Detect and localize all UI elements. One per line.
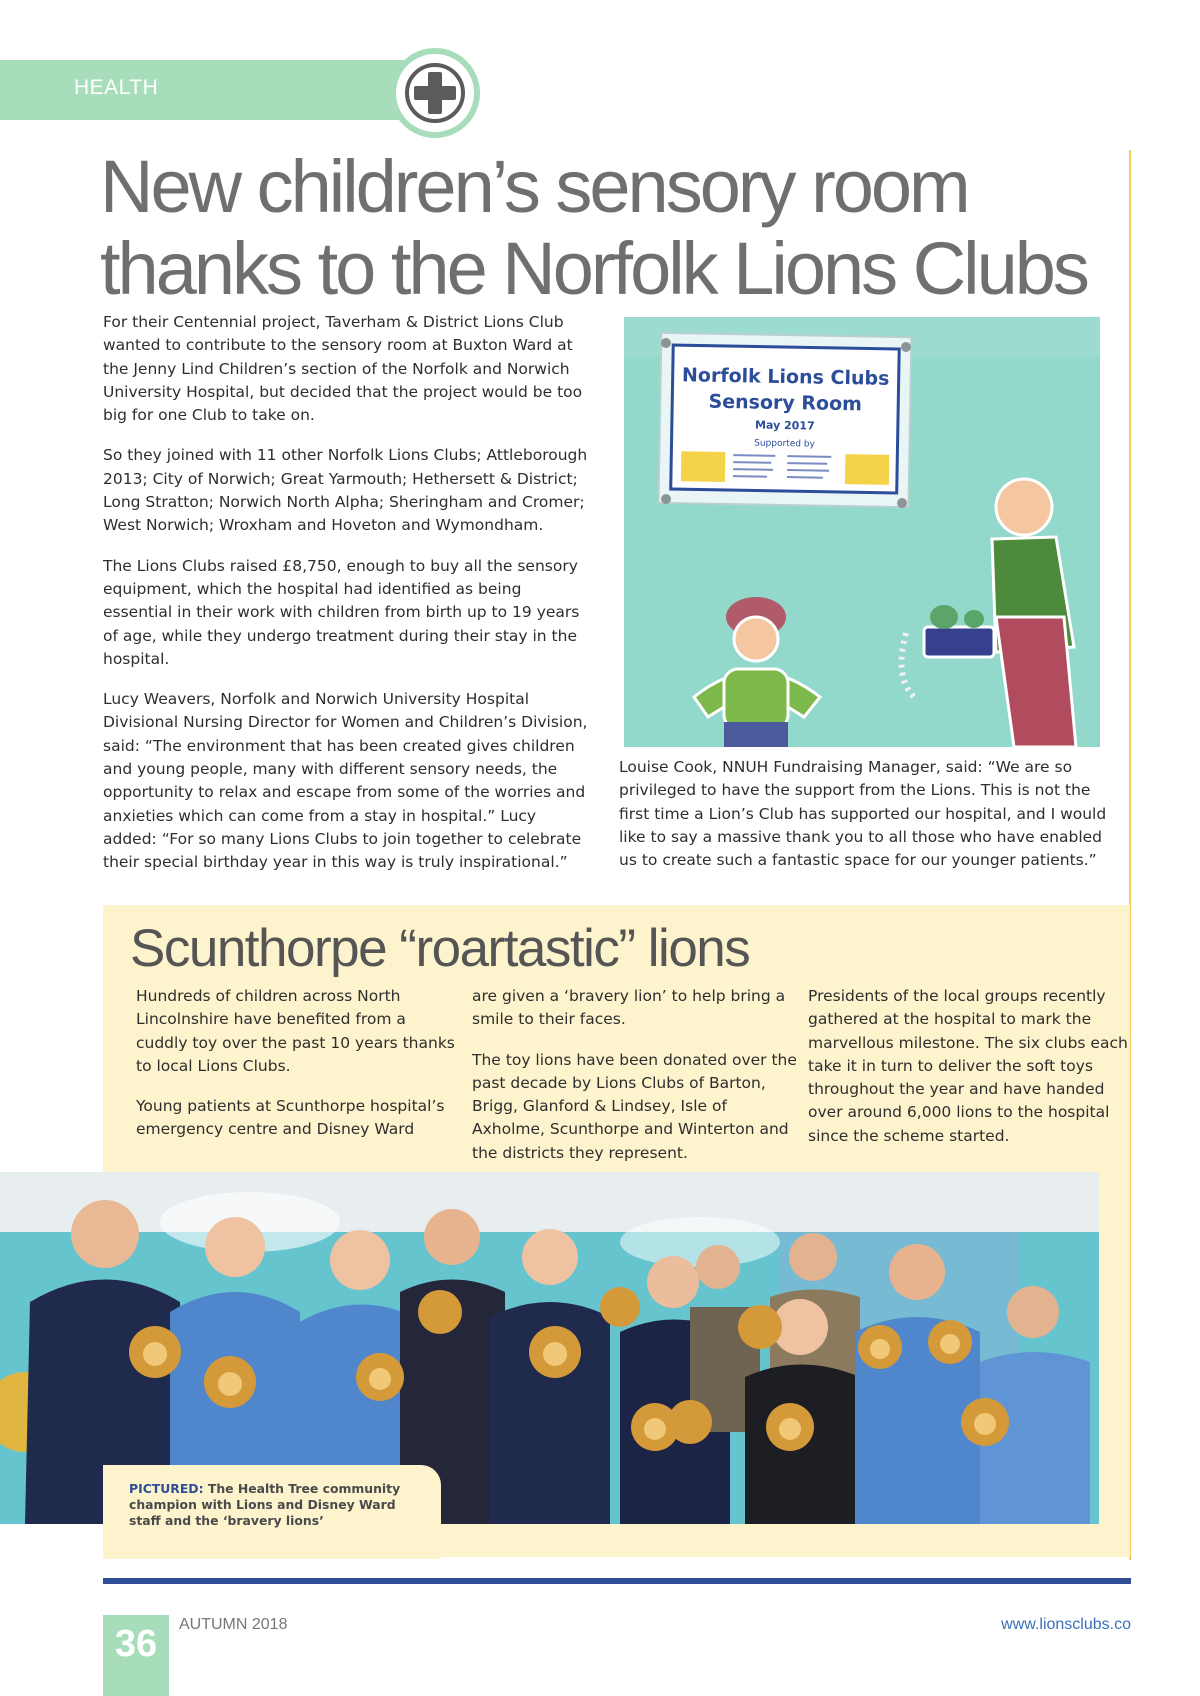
caption-text: The Health Tree community champion with Lions and Disney Ward staff and the ‘bravery lions’	[129, 1481, 401, 1528]
sensory-room-photo	[624, 317, 1100, 747]
feature-title: Scunthorpe “roartastic” lions	[130, 919, 750, 978]
paragraph: Presidents of the local groups recently gathered at the hospital to mark the marvellous milestone. The six clubs each take it in turn to deliver the soft toys throughout the year and have handed over around 6,000 lions to the hospital since the scheme started.	[808, 987, 1128, 1145]
website-link[interactable]: www.lionsclubs.co	[1001, 1616, 1131, 1633]
paragraph: So they joined with 11 other Norfolk Lions Clubs; Attleborough 2013; City of Norwich; Great Yarmouth; Hethersett & District; Long Stratton; Norwich North Alpha; Sheringham and Cromer; West Norwich; Wroxham and Hoveton and Wymondham.	[103, 446, 588, 535]
feature-column-1	[136, 985, 461, 1159]
footer-rule	[103, 1578, 1131, 1584]
group-photo-caption	[103, 1465, 441, 1559]
paragraph: For their Centennial project, Taverham & District Lions Club wanted to contribute to the sensory room at Buxton Ward at the Jenny Lind Children’s section of the Norfolk and Norwich University Hospital, but decided that the project would be too big for one Club to take on.	[103, 313, 583, 425]
section-label: HEALTH	[74, 76, 159, 99]
page-number-box	[103, 1615, 169, 1696]
paragraph: Lucy Weavers, Norfolk and Norwich University Hospital Divisional Nursing Director for Women and Children’s Division, said: “The environment that has been created gives children and young people, many with different sensory needs, the opportunity to relax and escape from some of the worries and anxieties which can come from a stay in hospital.” Lucy added: “For so many Lions Clubs to join together to celebrate their special birthday year in this way is truly inspirational.”	[103, 690, 588, 872]
medical-cross-icon	[390, 48, 480, 138]
paragraph: The Lions Clubs raised £8,750, enough to buy all the sensory equipment, which the hospital had identified as being essential in their work with children from birth up to 19 years of age, while they undergo treatment during their stay in the hospital.	[103, 556, 580, 668]
feature-column-3	[808, 985, 1133, 1165]
feature-column-2	[472, 985, 797, 1182]
article-title: New children’s sensory room thanks to the Norfolk Lions Clubs	[100, 145, 1087, 311]
issue-label: AUTUMN 2018	[179, 1616, 288, 1633]
article-body	[103, 311, 593, 892]
paragraph: Hundreds of children across North Lincolnshire have benefited from a cuddly toy over the past 10 years thanks to local Lions Clubs.	[136, 987, 455, 1075]
section-tab	[0, 60, 405, 120]
caption-lead: PICTURED:	[129, 1481, 204, 1496]
paragraph: are given a ‘bravery lion’ to help bring a smile to their faces.	[472, 987, 786, 1029]
photo-caption-quote: Louise Cook, NNUH Fundraising Manager, said: “We are so privileged to have the support from the Lions. This is not the first time a Lion’s Club has supported our hospital, and I would like to say a massive thank you to all those who have enabled us to create such a fantastic space for our younger patients.”	[619, 758, 1107, 870]
plaque-supported: Supported by	[754, 438, 815, 450]
plaque-date: May 2017	[754, 418, 815, 433]
plaque-subtitle: Sensory Room	[708, 390, 863, 416]
paragraph: The toy lions have been donated over the past decade by Lions Clubs of Barton, Brigg, Glanford & Lindsey, Isle of Axholme, Scunthorpe and Winterton and the districts they represent.	[472, 1050, 797, 1162]
page-number: 36	[114, 1623, 158, 1665]
plaque-title: Norfolk Lions Clubs	[681, 364, 890, 390]
paragraph: Young patients at Scunthorpe hospital’s emergency centre and Disney Ward	[136, 1097, 445, 1139]
